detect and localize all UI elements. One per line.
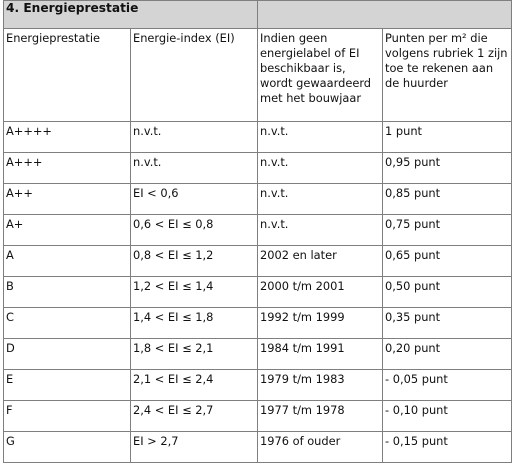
table-row (4, 432, 512, 463)
label-cell: A+++ (4, 153, 131, 184)
header-punten: Punten per m² die volgens rubriek 1 zijn toe te rekenen aan de huurder (383, 29, 512, 122)
table-row (4, 215, 512, 246)
header-bouwjaar: Indien geen energielabel of EI beschikbaar is, wordt gewaardeerd met het bouwjaar (258, 29, 383, 122)
ei-cell: EI > 2,7 (131, 432, 258, 463)
table-row (4, 370, 512, 401)
table-row (4, 308, 512, 339)
ei-cell: 1,4 < EI ≤ 1,8 (131, 308, 258, 339)
punten-cell: - 0,15 punt (383, 432, 512, 463)
bouwjaar-cell: n.v.t. (258, 122, 383, 153)
punten-cell: - 0,10 punt (383, 401, 512, 432)
label-cell: E (4, 370, 131, 401)
bouwjaar-cell: 1977 t/m 1978 (258, 401, 383, 432)
punten-cell: 0,20 punt (383, 339, 512, 370)
punten-cell: 0,50 punt (383, 277, 512, 308)
label-cell: A++++ (4, 122, 131, 153)
bouwjaar-cell: n.v.t. (258, 215, 383, 246)
label-cell: A+ (4, 215, 131, 246)
table-row (4, 153, 512, 184)
table-row (4, 277, 512, 308)
header-row (4, 29, 512, 122)
ei-cell: 2,1 < EI ≤ 2,4 (131, 370, 258, 401)
section-title: 4. Energieprestatie (4, 1, 258, 29)
section-title-empty-cell (258, 1, 512, 29)
ei-cell: 1,8 < EI ≤ 2,1 (131, 339, 258, 370)
punten-cell: - 0,05 punt (383, 370, 512, 401)
label-cell: C (4, 308, 131, 339)
bouwjaar-cell: 1979 t/m 1983 (258, 370, 383, 401)
section-title-row (4, 1, 512, 29)
bouwjaar-cell: 1976 of ouder (258, 432, 383, 463)
ei-cell: 0,8 < EI ≤ 1,2 (131, 246, 258, 277)
ei-cell: 2,4 < EI ≤ 2,7 (131, 401, 258, 432)
ei-cell: EI < 0,6 (131, 184, 258, 215)
energieprestatie-table (3, 0, 512, 463)
label-cell: B (4, 277, 131, 308)
bouwjaar-cell: n.v.t. (258, 153, 383, 184)
bouwjaar-cell: n.v.t. (258, 184, 383, 215)
punten-cell: 0,65 punt (383, 246, 512, 277)
bouwjaar-cell: 2002 en later (258, 246, 383, 277)
ei-cell: n.v.t. (131, 122, 258, 153)
punten-cell: 0,95 punt (383, 153, 512, 184)
ei-cell: n.v.t. (131, 153, 258, 184)
table-row (4, 339, 512, 370)
label-cell: A (4, 246, 131, 277)
punten-cell: 0,35 punt (383, 308, 512, 339)
table-row (4, 184, 512, 215)
punten-cell: 0,85 punt (383, 184, 512, 215)
bouwjaar-cell: 1984 t/m 1991 (258, 339, 383, 370)
bouwjaar-cell: 2000 t/m 2001 (258, 277, 383, 308)
label-cell: D (4, 339, 131, 370)
punten-cell: 0,75 punt (383, 215, 512, 246)
table-row (4, 401, 512, 432)
label-cell: F (4, 401, 131, 432)
ei-cell: 1,2 < EI ≤ 1,4 (131, 277, 258, 308)
table-row (4, 246, 512, 277)
ei-cell: 0,6 < EI ≤ 0,8 (131, 215, 258, 246)
label-cell: G (4, 432, 131, 463)
header-energieprestatie: Energieprestatie (4, 29, 131, 122)
label-cell: A++ (4, 184, 131, 215)
header-energie-index: Energie-index (EI) (131, 29, 258, 122)
punten-cell: 1 punt (383, 122, 512, 153)
bouwjaar-cell: 1992 t/m 1999 (258, 308, 383, 339)
table-row (4, 122, 512, 153)
